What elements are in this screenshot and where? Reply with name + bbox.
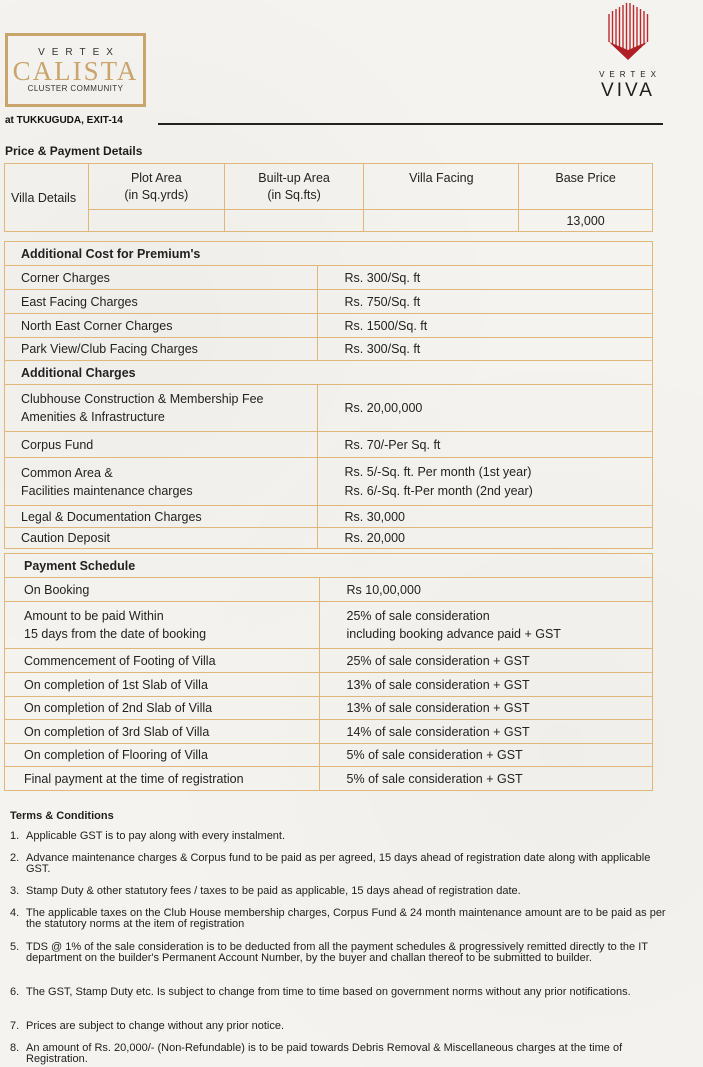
- row-label: North East Corner Charges: [5, 314, 318, 338]
- calista-tagline: CLUSTER COMMUNITY: [27, 84, 124, 93]
- viva-name: VIVA: [601, 80, 655, 101]
- row-value: 25% of sale consideration + GST: [319, 649, 652, 673]
- table-row: [5, 649, 653, 673]
- price-section-title: Price & Payment Details: [5, 144, 143, 158]
- row-value: 13% of sale consideration + GST: [319, 697, 652, 720]
- row-label: Park View/Club Facing Charges: [5, 338, 318, 361]
- calista-logo: [5, 33, 146, 107]
- row-label: Commencement of Footing of Villa: [5, 649, 320, 673]
- row-label: Caution Deposit: [5, 528, 318, 549]
- table-row: [5, 578, 653, 602]
- row-label: Amount to be paid Within 15 days from the date of booking: [5, 602, 320, 649]
- row-value: Rs. 5/-Sq. ft. Per month (1st year) Rs. 6/-Sq. ft-Per month (2nd year): [317, 458, 652, 506]
- row-label: Final payment at the time of registration: [5, 767, 320, 791]
- row-value: Rs 10,00,000: [319, 578, 652, 602]
- row-label: Corner Charges: [5, 266, 318, 290]
- charges-table: [4, 241, 653, 549]
- row-value: Rs. 1500/Sq. ft: [317, 314, 652, 338]
- schedule-section-title: Payment Schedule: [5, 554, 653, 578]
- row-value: Rs. 30,000: [317, 506, 652, 528]
- table-row: [5, 314, 653, 338]
- viva-logo: [583, 0, 673, 120]
- base-price-header: Base Price: [519, 164, 653, 210]
- table-row: [5, 458, 653, 506]
- table-row: [5, 528, 653, 549]
- builtup-area-value: [224, 210, 364, 232]
- additional-section-title: Additional Charges: [5, 361, 653, 385]
- premium-section-title: Additional Cost for Premium's: [5, 242, 653, 266]
- payment-schedule-table: [4, 553, 653, 791]
- villa-details-label: Villa Details: [5, 164, 89, 232]
- row-value: 5% of sale consideration + GST: [319, 744, 652, 767]
- row-value: Rs. 70/-Per Sq. ft: [317, 432, 652, 458]
- row-value: 25% of sale consideration including booking advance paid + GST: [319, 602, 652, 649]
- row-value: 14% of sale consideration + GST: [319, 720, 652, 744]
- table-row: [5, 290, 653, 314]
- table-row: [5, 767, 653, 791]
- row-label: Legal & Documentation Charges: [5, 506, 318, 528]
- row-label: Corpus Fund: [5, 432, 318, 458]
- base-price-value: 13,000: [519, 210, 653, 232]
- table-row: [5, 673, 653, 697]
- row-value: Rs. 300/Sq. ft: [317, 338, 652, 361]
- row-label: East Facing Charges: [5, 290, 318, 314]
- villa-details-table: [4, 163, 653, 232]
- viva-brand-top: VERTEX: [599, 70, 661, 79]
- location-text: at TUKKUGUDA, EXIT-14: [5, 115, 123, 126]
- row-value: 5% of sale consideration + GST: [319, 767, 652, 791]
- plot-area-header: Plot Area (in Sq.yrds): [88, 164, 224, 210]
- table-row: [5, 697, 653, 720]
- table-row: [5, 266, 653, 290]
- row-value: Rs. 20,00,000: [317, 385, 652, 432]
- table-row: [5, 385, 653, 432]
- row-value: Rs. 750/Sq. ft: [317, 290, 652, 314]
- row-value: Rs. 20,000: [317, 528, 652, 549]
- table-row: [5, 506, 653, 528]
- villa-facing-header: Villa Facing: [364, 164, 519, 210]
- row-label: Common Area & Facilities maintenance charges: [5, 458, 318, 506]
- plot-area-value: [88, 210, 224, 232]
- row-label: On completion of 1st Slab of Villa: [5, 673, 320, 697]
- row-value: 13% of sale consideration + GST: [319, 673, 652, 697]
- viva-emblem-icon: [606, 0, 650, 62]
- table-row: [5, 744, 653, 767]
- villa-facing-value: [364, 210, 519, 232]
- row-label: On completion of 2nd Slab of Villa: [5, 697, 320, 720]
- row-label: On completion of Flooring of Villa: [5, 744, 320, 767]
- row-label: Clubhouse Construction & Membership Fee Amenities & Infrastructure: [5, 385, 318, 432]
- calista-brand-top: VERTEX: [38, 47, 120, 58]
- row-label: On completion of 3rd Slab of Villa: [5, 720, 320, 744]
- table-row: [5, 432, 653, 458]
- builtup-area-header: Built-up Area (in Sq.fts): [224, 164, 364, 210]
- calista-name: CALISTA: [12, 56, 139, 86]
- terms-title: Terms & Conditions: [10, 810, 114, 822]
- table-row: [5, 720, 653, 744]
- table-row: [5, 602, 653, 649]
- header-divider: [158, 123, 663, 125]
- row-value: Rs. 300/Sq. ft: [317, 266, 652, 290]
- row-label: On Booking: [5, 578, 320, 602]
- table-row: [5, 338, 653, 361]
